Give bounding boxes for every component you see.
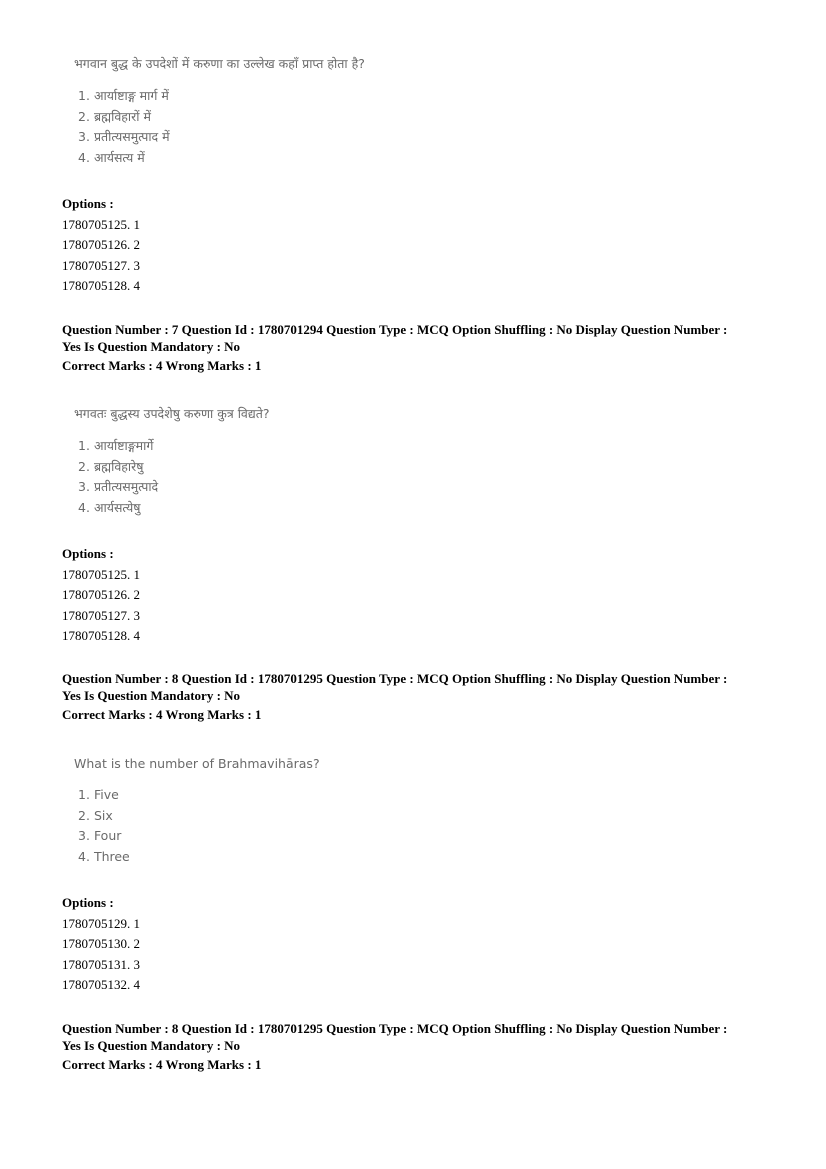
question-choices xyxy=(74,785,320,867)
option-line: 1780705126. 2 xyxy=(62,587,140,603)
options-block xyxy=(62,544,140,647)
choice-item: 2. Six xyxy=(78,807,113,823)
question-stem: What is the number of Brahmavihāras? xyxy=(74,756,320,771)
choice-item: 1. आर्याष्टाङ्गमार्गे xyxy=(78,438,154,453)
option-line: 1780705128. 4 xyxy=(62,278,140,294)
question-meta xyxy=(62,322,772,375)
question-stem: भगवतः बुद्धस्य उपदेशेषु करुणा कुत्र विद्यते? xyxy=(74,406,270,421)
question-choices xyxy=(74,86,365,168)
marks-line: Correct Marks : 4 Wrong Marks : 1 xyxy=(62,358,262,373)
options-block xyxy=(62,893,140,996)
option-line: 1780705126. 2 xyxy=(62,237,140,253)
option-line: 1780705128. 4 xyxy=(62,628,140,644)
question-meta-line1: Question Number : 8 Question Id : 1780701295 Question Type : MCQ Option Shuffling : No Display Question Number : xyxy=(62,1021,728,1036)
choice-item: 2. ब्रह्मविहारों में xyxy=(78,108,151,124)
marks-line: Correct Marks : 4 Wrong Marks : 1 xyxy=(62,707,262,722)
question-meta-line2: Yes Is Question Mandatory : No xyxy=(62,1037,241,1053)
question-meta xyxy=(62,671,772,724)
question-stem: भगवान बुद्ध के उपदेशों में करुणा का उल्लेख कहाँ प्राप्त होता है? xyxy=(74,56,365,71)
marks-line: Correct Marks : 4 Wrong Marks : 1 xyxy=(62,1057,262,1072)
question-meta-line1: Question Number : 7 Question Id : 1780701294 Question Type : MCQ Option Shuffling : No Display Question Number : xyxy=(62,322,728,337)
question-image-hindi xyxy=(74,55,365,168)
option-line: 1780705125. 1 xyxy=(62,566,140,582)
options-header: Options : xyxy=(62,895,114,910)
question-meta-line2: Yes Is Question Mandatory : No xyxy=(62,687,241,703)
question-image-english xyxy=(74,756,320,867)
option-line: 1780705127. 3 xyxy=(62,257,140,273)
question-meta-line1: Question Number : 8 Question Id : 1780701295 Question Type : MCQ Option Shuffling : No Display Question Number : xyxy=(62,671,728,686)
choice-item: 4. Three xyxy=(78,848,130,864)
choice-item: 4. आर्यसत्येषु xyxy=(78,499,141,515)
choice-item: 3. प्रतीत्यसमुत्पादे xyxy=(78,479,159,494)
option-line: 1780705130. 2 xyxy=(62,936,140,952)
question-meta-line2: Yes Is Question Mandatory : No xyxy=(62,338,241,354)
option-line: 1780705125. 1 xyxy=(62,216,140,232)
question-meta xyxy=(62,1021,772,1074)
options-block xyxy=(62,194,140,297)
option-line: 1780705131. 3 xyxy=(62,956,140,972)
question-image-sanskrit xyxy=(74,405,270,518)
options-header: Options : xyxy=(62,546,114,561)
question-choices xyxy=(74,436,270,518)
choice-item: 2. ब्रह्मविहारेषु xyxy=(78,458,144,474)
choice-item: 4. आर्यसत्य में xyxy=(78,149,145,165)
option-line: 1780705127. 3 xyxy=(62,607,140,623)
option-line: 1780705129. 1 xyxy=(62,915,140,931)
choice-item: 1. आर्याष्टाङ्ग मार्ग में xyxy=(78,88,169,103)
choice-item: 3. Four xyxy=(78,828,122,843)
options-header: Options : xyxy=(62,196,114,211)
choice-item: 3. प्रतीत्यसमुत्पाद में xyxy=(78,129,170,144)
option-line: 1780705132. 4 xyxy=(62,977,140,993)
choice-item: 1. Five xyxy=(78,787,119,802)
